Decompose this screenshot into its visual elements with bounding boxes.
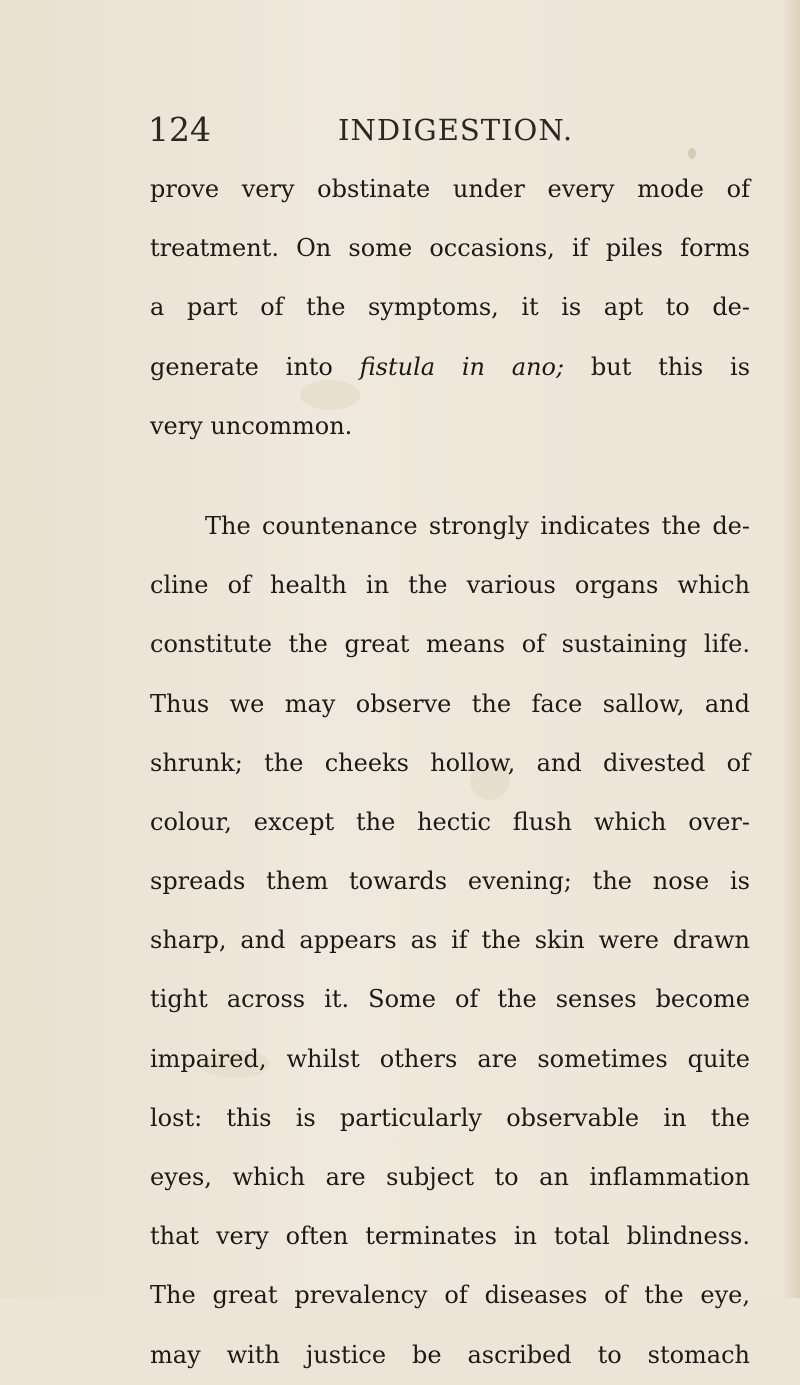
text-line: a part of the symptoms, it is apt to de- <box>150 293 750 322</box>
text-line: very uncommon. <box>150 411 353 440</box>
page-edge-shadow <box>782 0 800 1298</box>
text-line: treatment. On some occasions, if piles forms <box>150 234 750 263</box>
text-line: generate into fistula in ano; but this is <box>150 352 751 381</box>
text-line: tight across it. Some of the senses become <box>150 985 750 1014</box>
text-line: Thus we may observe the face sallow, and <box>150 689 750 718</box>
text-line: may with justice be ascribed to stomach <box>150 1340 750 1369</box>
text-line: impaired, whilst others are sometimes quite <box>150 1044 750 1073</box>
text-line: spreads them towards evening; the nose is <box>150 867 750 896</box>
text-line: sharp, and appears as if the skin were drawn <box>150 926 750 955</box>
text-line: The countenance strongly indicates the de- <box>205 511 750 540</box>
text-line: cline of health in the various organs which <box>150 571 750 600</box>
paragraph-gap <box>150 456 750 497</box>
text-line: constitute the great means of sustaining life. <box>150 630 750 659</box>
text-line: eyes, which are subject to an inflammation <box>150 1163 750 1191</box>
text-line: shrunk; the cheeks hollow, and divested of <box>150 748 750 777</box>
text-line: colour, except the hectic flush which over- <box>150 807 750 836</box>
text-line: The great prevalency of diseases of the eye, <box>150 1281 750 1310</box>
page-header <box>148 110 748 160</box>
running-head: INDIGESTION. <box>338 113 574 147</box>
text-line: lost: this is particularly observable in the <box>150 1103 750 1132</box>
body-text <box>150 160 750 1385</box>
ink-mark-ornament <box>688 148 696 159</box>
page-number: 124 <box>148 110 211 149</box>
text-line: that very often terminates in total blindness. <box>150 1222 750 1251</box>
italic-term: fistula in ano; <box>359 352 565 381</box>
text-line: prove very obstinate under every mode of <box>150 175 750 203</box>
